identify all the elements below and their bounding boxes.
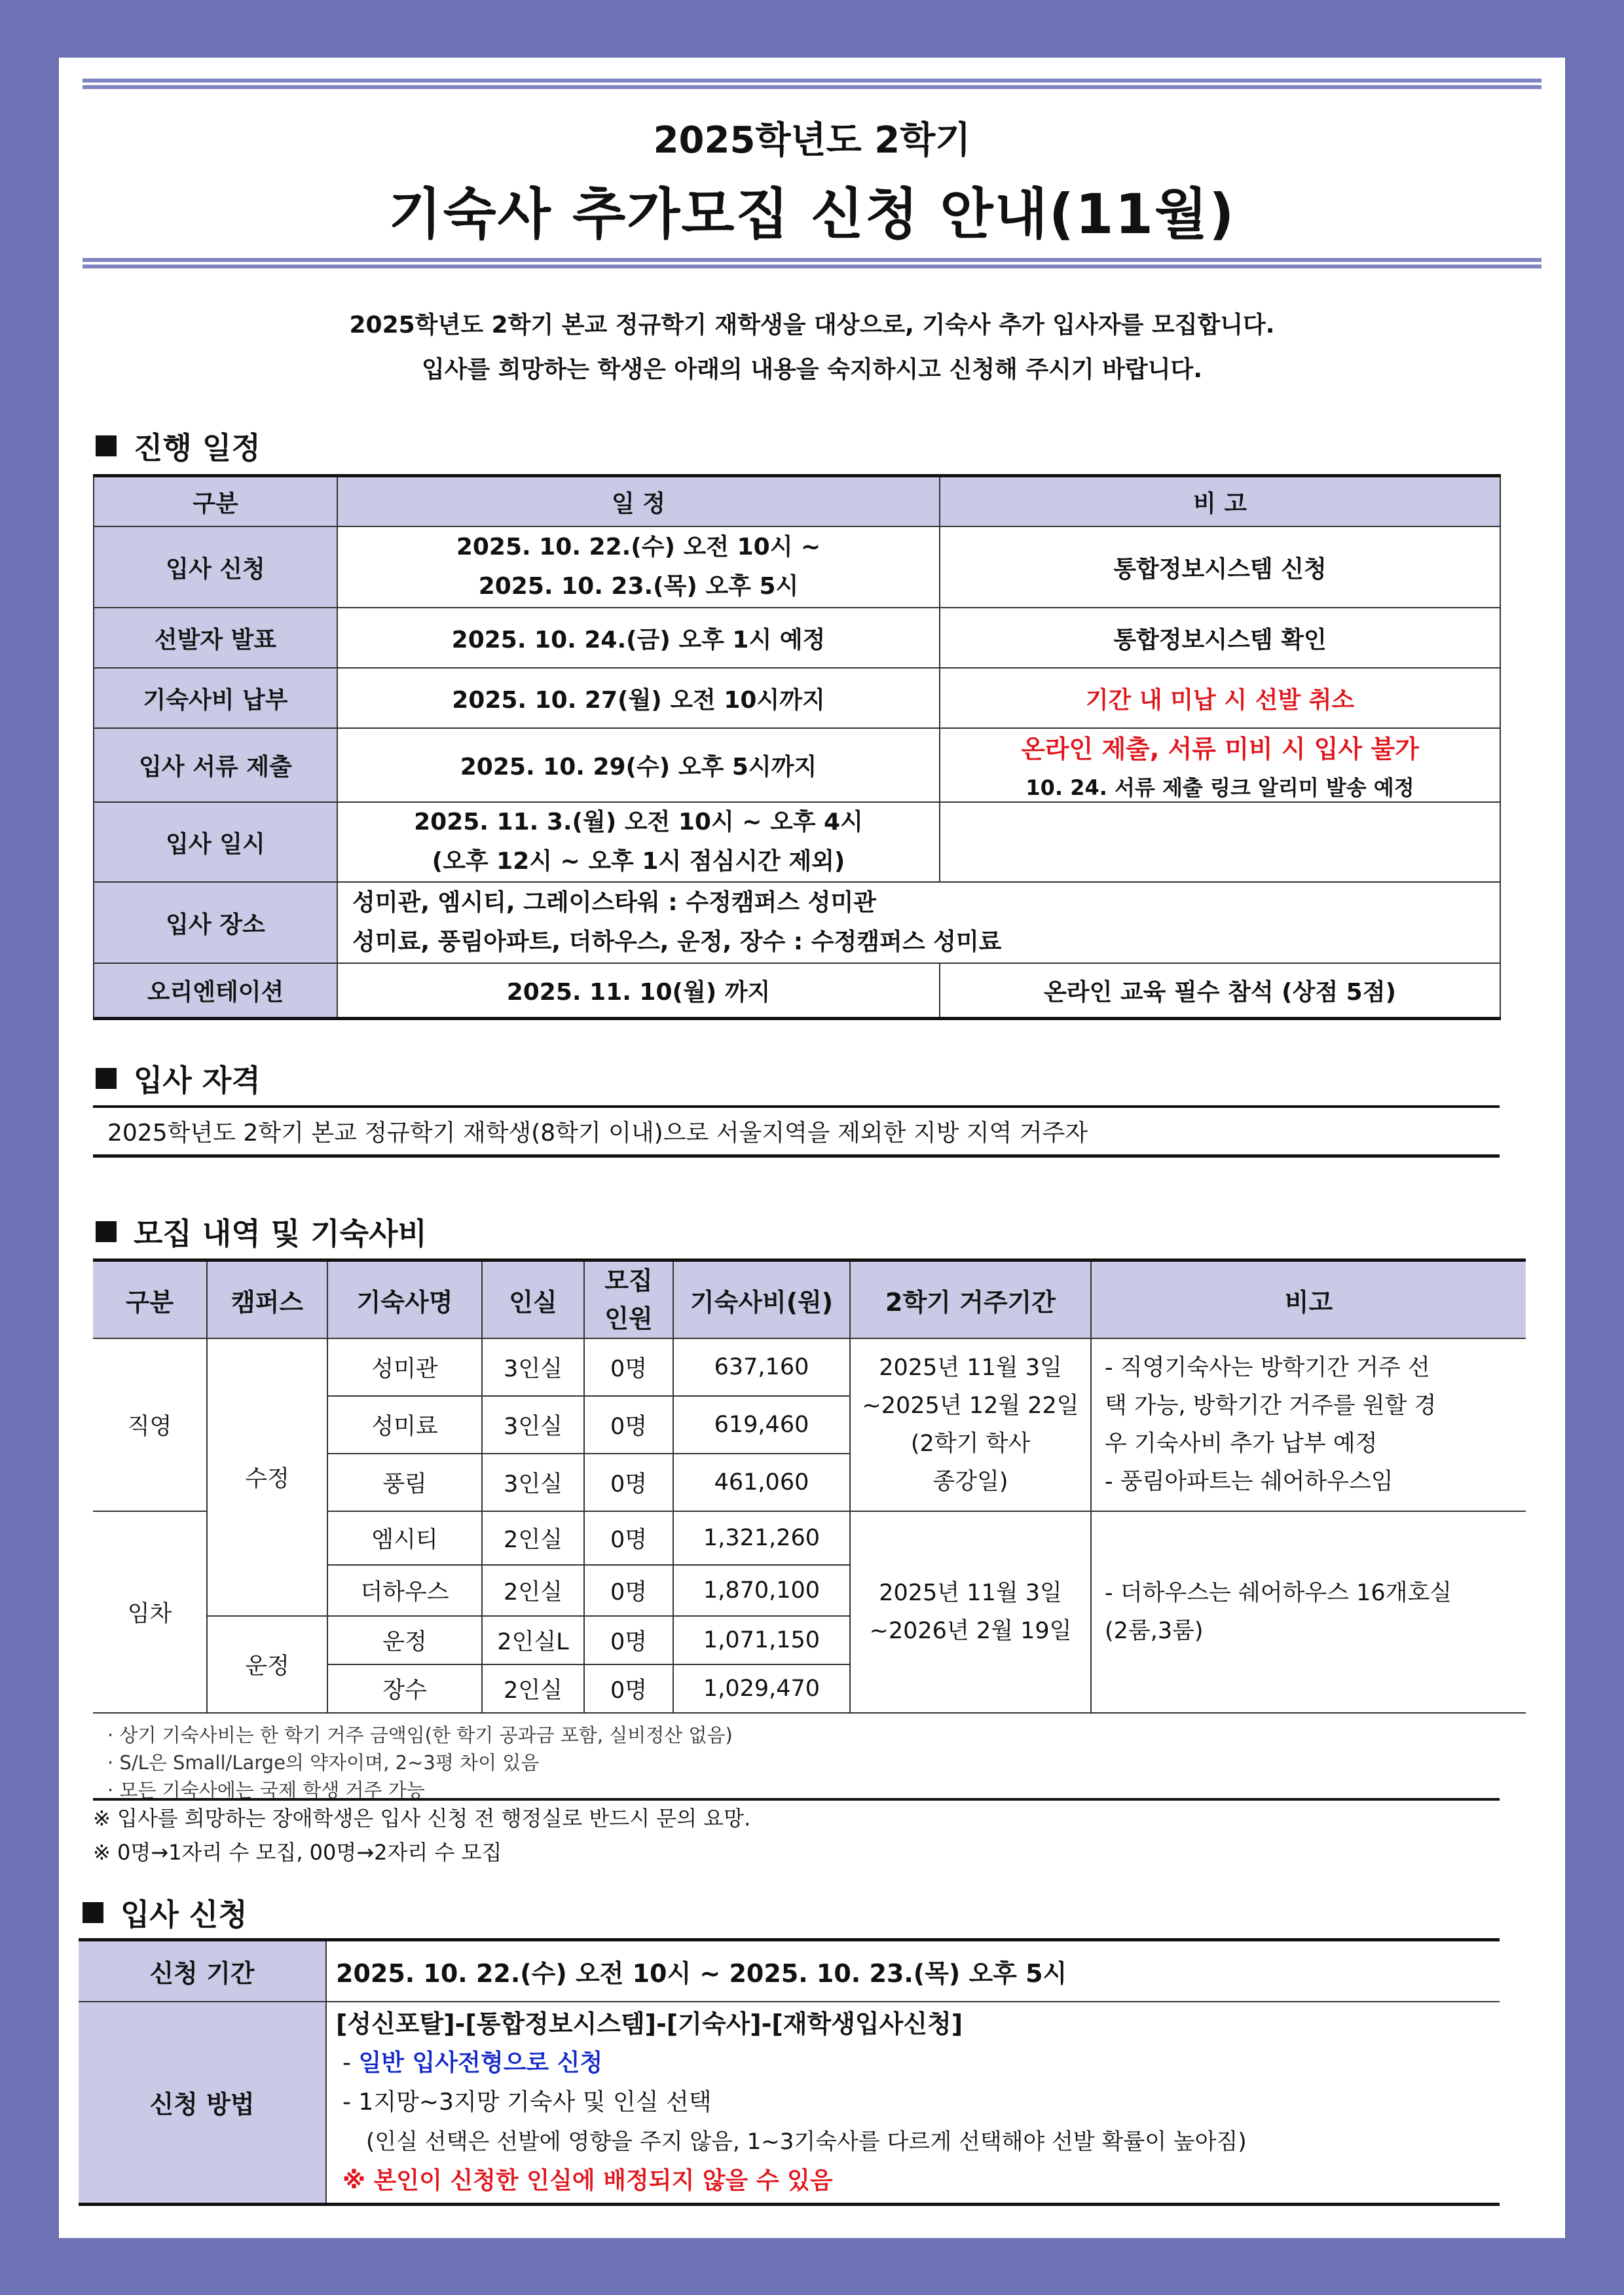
- remark-line: 택 가능, 방학기간 거주를 원할 경: [1105, 1393, 1437, 1419]
- note-warning: ※ 0명→1자리 수 모집, 00명→2자리 수 모집: [93, 1840, 502, 1865]
- row-label: 오리엔테이션: [94, 963, 337, 1018]
- dorm-fee: 1,321,260: [673, 1511, 850, 1565]
- table-header-row: [94, 476, 1500, 527]
- table-row: [94, 668, 1500, 728]
- period-lease: [850, 1511, 1091, 1713]
- title-bottom-rule: [83, 258, 1541, 268]
- room-type: 2인실: [482, 1664, 584, 1713]
- dorm-name: 엠시티: [327, 1511, 482, 1565]
- row-label: 신청 기간: [79, 1940, 326, 2002]
- dorm-fee: 637,160: [673, 1338, 850, 1396]
- schedule-date: 2025. 10. 24.(금) 오후 1시 예정: [337, 608, 940, 668]
- portal-path: [성신포탈]-[통합정보시스템]-[기숙사]-[재학생입사신청]: [336, 2009, 963, 2038]
- schedule-note: [940, 802, 1500, 882]
- document-page: [59, 58, 1565, 2238]
- schedule-date: [337, 802, 940, 882]
- note-alert: 온라인 제출, 서류 미비 시 입사 불가: [1021, 735, 1419, 763]
- intro-line-2: 입사를 희망하는 학생은 아래의 내용을 숙지하시고 신청해 주시기 바랍니다.: [422, 356, 1202, 383]
- campus-unjeong: 운정: [207, 1616, 327, 1713]
- header-line: 인원: [604, 1304, 653, 1333]
- method-highlight: 일반 입사전형으로 신청: [358, 2049, 603, 2076]
- schedule-note: 통합정보시스템 확인: [940, 608, 1500, 668]
- col-header: [584, 1260, 673, 1339]
- period-direct: [850, 1338, 1091, 1511]
- method-warning: ※ 본인이 신청한 인실에 배정되지 않을 수 있음: [342, 2167, 833, 2194]
- remark-lease: [1091, 1511, 1526, 1713]
- col-header: 비 고: [940, 476, 1500, 527]
- dorm-fee: 1,071,150: [673, 1616, 850, 1664]
- col-header: 2학기 거주기간: [850, 1260, 1091, 1339]
- method-line: - 1지망~3지망 기숙사 및 인실 선택: [342, 2088, 712, 2116]
- dorm-name: 성미관: [327, 1338, 482, 1396]
- remark-line: - 풍림아파트는 쉐어하우스임: [1105, 1469, 1393, 1495]
- schedule-note: 온라인 교육 필수 참석 (상점 5점): [940, 963, 1500, 1018]
- date-line: (오후 12시 ~ 오후 1시 점심시간 제외): [432, 848, 845, 875]
- date-line: 2025. 11. 3.(월) 오전 10시 ~ 오후 4시: [414, 809, 863, 835]
- period-line: (2학기 학사: [910, 1431, 1031, 1457]
- campus-sujeong: 수정: [207, 1338, 327, 1616]
- top-rule: [83, 79, 1541, 89]
- dorm-fee: 461,060: [673, 1454, 850, 1511]
- room-type: 2인실: [482, 1511, 584, 1565]
- col-header: 구분: [94, 476, 337, 527]
- room-type: 3인실: [482, 1454, 584, 1511]
- table-header-row: [93, 1260, 1526, 1339]
- table-row: [94, 728, 1500, 802]
- table-row: [93, 1338, 1526, 1396]
- dorm-name: 성미료: [327, 1396, 482, 1454]
- note-line: · 모든 기숙사에는 국제 학생 거주 가능: [107, 1779, 425, 1801]
- notes-divider: [93, 1798, 1500, 1801]
- remark-line: 우 기숙사비 추가 납부 예정: [1105, 1431, 1378, 1457]
- dorm-name: 장수: [327, 1664, 482, 1713]
- schedule-table: [93, 474, 1501, 1020]
- col-header: 일 정: [337, 476, 940, 527]
- schedule-date: 2025. 10. 29(수) 오후 5시까지: [337, 728, 940, 802]
- schedule-note-alert: 기간 내 미납 시 선발 취소: [940, 668, 1500, 728]
- col-header: 캠퍼스: [207, 1260, 327, 1339]
- intro-line-1: 2025학년도 2학기 본교 정규학기 재학생을 대상으로, 기숙사 추가 입사자를 모집합니다.: [349, 312, 1275, 339]
- qualification-text: 2025학년도 2학기 본교 정규학기 재학생(8학기 이내)으로 서울지역을 제외한 지방 지역 거주자: [93, 1105, 1500, 1158]
- recruit-count: 0명: [584, 1616, 673, 1664]
- dorm-name: 더하우스: [327, 1565, 482, 1616]
- period-line: 종강일): [932, 1469, 1008, 1495]
- recruit-count: 0명: [584, 1664, 673, 1713]
- dorm-name: 운정: [327, 1616, 482, 1664]
- row-label: 입사 장소: [94, 882, 337, 963]
- recruit-count: 0명: [584, 1454, 673, 1511]
- location-text: [337, 882, 1500, 963]
- section-schedule-heading: [96, 424, 261, 468]
- location-line: 성미료, 풍림아파트, 더하우스, 운정, 장수 : 수정캠퍼스 성미료: [352, 928, 1002, 955]
- col-header: 기숙사명: [327, 1260, 482, 1339]
- section-title: 모집 내역 및 기숙사비: [134, 1216, 427, 1251]
- note-warning: ※ 입사를 희망하는 장애학생은 입사 신청 전 행정실로 반드시 문의 요망.: [93, 1806, 751, 1831]
- recruit-count: 0명: [584, 1396, 673, 1454]
- recruit-count: 0명: [584, 1565, 673, 1616]
- recruit-count: 0명: [584, 1338, 673, 1396]
- schedule-date: [337, 526, 940, 608]
- section-recruit-heading: [96, 1210, 427, 1253]
- note-sub: 10. 24. 서류 제출 링크 알리미 발송 예정: [1025, 775, 1414, 800]
- square-bullet-icon: [96, 1221, 117, 1242]
- section-title: 진행 일정: [134, 430, 261, 466]
- row-label: 선발자 발표: [94, 608, 337, 668]
- table-row: [79, 2002, 1500, 2205]
- col-header: 구분: [93, 1260, 207, 1339]
- period-line: 2025년 11월 3일: [879, 1580, 1062, 1606]
- square-bullet-icon: [96, 1068, 117, 1089]
- schedule-date: 2025. 11. 10(월) 까지: [337, 963, 940, 1018]
- header-line: 모집: [604, 1266, 653, 1295]
- section-title: 입사 자격: [134, 1063, 261, 1098]
- table-row: [94, 802, 1500, 882]
- row-label: 신청 방법: [79, 2002, 326, 2205]
- doc-title: 기숙사 추가모집 신청 안내(11월): [388, 182, 1236, 246]
- schedule-date: 2025. 10. 27(월) 오전 10시까지: [337, 668, 940, 728]
- remark-line: (2룸,3룸): [1105, 1618, 1204, 1644]
- schedule-note: [940, 728, 1500, 802]
- section-qualification-heading: [96, 1057, 261, 1100]
- group-direct: 직영: [93, 1338, 207, 1511]
- section-apply-heading: [83, 1891, 248, 1934]
- section-title: 입사 신청: [120, 1897, 248, 1932]
- dorm-fee: 1,870,100: [673, 1565, 850, 1616]
- date-line: 2025. 10. 22.(수) 오전 10시 ~: [456, 534, 821, 560]
- apply-period: 2025. 10. 22.(수) 오전 10시 ~ 2025. 10. 23.(목) 오후 5시: [326, 1940, 1500, 2002]
- apply-table: [79, 1938, 1500, 2206]
- table-row: [94, 882, 1500, 963]
- period-line: ~2026년 2월 19일: [869, 1618, 1072, 1644]
- period-line: 2025년 11월 3일: [879, 1355, 1062, 1381]
- col-header: 기숙사비(원): [673, 1260, 850, 1339]
- schedule-note: 통합정보시스템 신청: [940, 526, 1500, 608]
- row-label: 기숙사비 납부: [94, 668, 337, 728]
- doc-subtitle: 2025학년도 2학기: [653, 119, 971, 162]
- table-row: [94, 608, 1500, 668]
- remark-line: - 직영기숙사는 방학기간 거주 선: [1105, 1355, 1430, 1381]
- square-bullet-icon: [83, 1902, 103, 1923]
- col-header: 인실: [482, 1260, 584, 1339]
- dorm-name: 풍림: [327, 1454, 482, 1511]
- apply-method: [326, 2002, 1500, 2205]
- room-type: 3인실: [482, 1338, 584, 1396]
- remark-direct: [1091, 1338, 1526, 1511]
- note-line: · S/L은 Small/Large의 약자이며, 2~3평 차이 있음: [107, 1752, 540, 1774]
- table-row: [79, 1940, 1500, 2002]
- square-bullet-icon: [96, 435, 117, 456]
- method-line: (인실 선택은 선발에 영향을 주지 않음, 1~3기숙사를 다르게 선택해야 선발 확률이 높아짐): [366, 2128, 1247, 2155]
- date-line: 2025. 10. 23.(목) 오후 5시: [478, 573, 799, 600]
- row-label: 입사 일시: [94, 802, 337, 882]
- room-type: 2인실L: [482, 1616, 584, 1664]
- group-lease: 임차: [93, 1511, 207, 1713]
- recruit-count: 0명: [584, 1511, 673, 1565]
- remark-line: - 더하우스는 쉐어하우스 16개호실: [1105, 1580, 1452, 1606]
- row-label: 입사 신청: [94, 526, 337, 608]
- room-type: 2인실: [482, 1565, 584, 1616]
- period-line: ~2025년 12월 22일: [862, 1393, 1079, 1419]
- room-type: 3인실: [482, 1396, 584, 1454]
- dorm-fee: 619,460: [673, 1396, 850, 1454]
- table-row: [94, 963, 1500, 1018]
- recruit-table: [93, 1258, 1526, 1714]
- dorm-fee: 1,029,470: [673, 1664, 850, 1713]
- method-line: [336, 2044, 1490, 2083]
- row-label: 입사 서류 제출: [94, 728, 337, 802]
- note-line: · 상기 기숙사비는 한 학기 거주 금액임(한 학기 공과금 포함, 실비정산 없음): [107, 1724, 733, 1746]
- dash: -: [342, 2049, 359, 2076]
- location-line: 성미관, 엠시티, 그레이스타워 : 수정캠퍼스 성미관: [352, 889, 876, 916]
- table-row: [94, 526, 1500, 608]
- col-header: 비고: [1091, 1260, 1526, 1339]
